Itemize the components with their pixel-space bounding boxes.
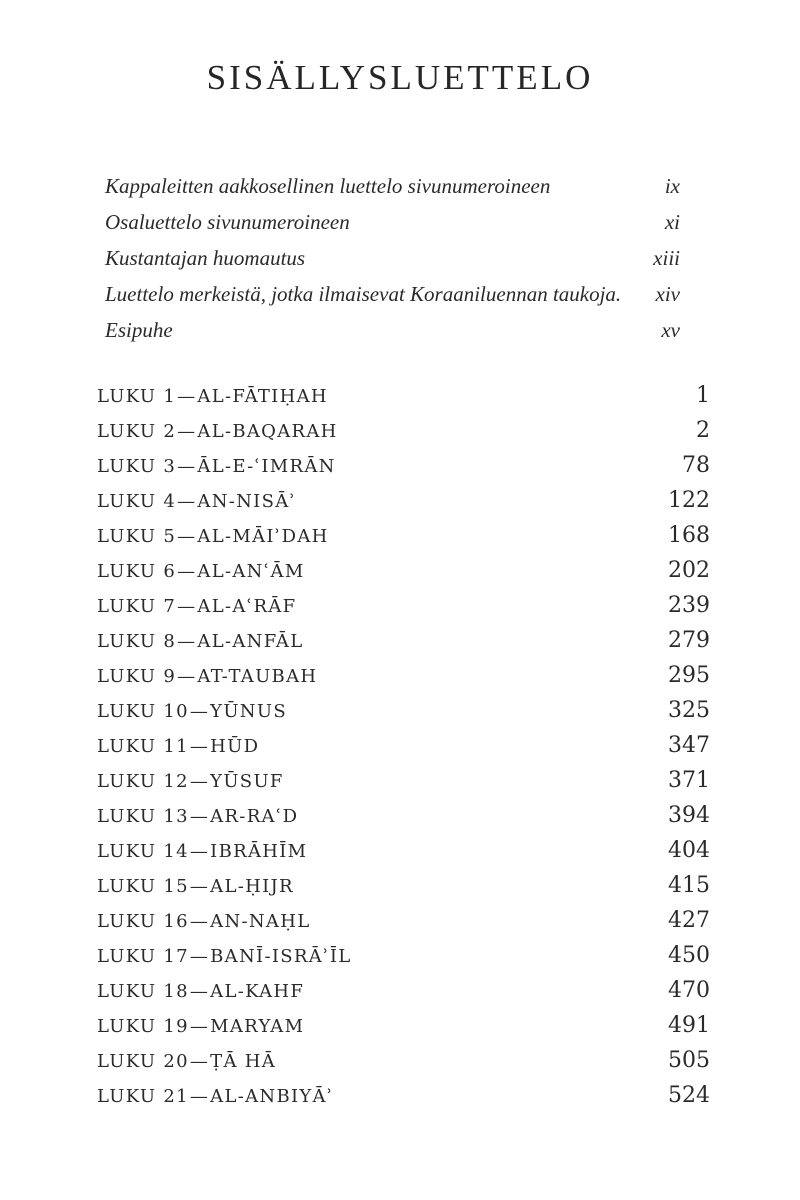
chapter-name: AL-MĀIʾDAH bbox=[197, 526, 329, 547]
chapter-label bbox=[97, 1079, 334, 1114]
chapter-label bbox=[97, 624, 303, 659]
chapter-row bbox=[97, 938, 710, 973]
em-dash: — bbox=[189, 981, 210, 1002]
front-matter-label: Kustantajan huomautus bbox=[105, 246, 306, 270]
chapter-page-number: 450 bbox=[668, 943, 710, 968]
chapter-page-number: 404 bbox=[668, 838, 710, 863]
chapter-prefix: LUKU bbox=[97, 491, 157, 512]
chapter-page-number: 202 bbox=[668, 558, 710, 583]
chapter-prefix: LUKU bbox=[97, 631, 157, 652]
chapter-row bbox=[97, 833, 710, 868]
chapter-row bbox=[97, 868, 710, 903]
chapter-name: YŪNUS bbox=[210, 701, 287, 722]
chapter-row bbox=[97, 483, 710, 518]
chapter-prefix: LUKU bbox=[97, 981, 157, 1002]
chapter-number: 12 bbox=[163, 771, 189, 792]
chapter-name: AT-TAUBAH bbox=[197, 666, 318, 687]
chapter-prefix: LUKU bbox=[97, 1086, 157, 1107]
chapter-name: AN-NAḤL bbox=[210, 911, 311, 932]
em-dash: — bbox=[177, 596, 197, 617]
em-dash: — bbox=[177, 456, 197, 477]
chapter-label bbox=[97, 659, 317, 694]
chapter-number: 14 bbox=[163, 841, 189, 862]
em-dash: — bbox=[189, 841, 210, 862]
chapter-prefix: LUKU bbox=[97, 456, 157, 477]
chapter-prefix: LUKU bbox=[97, 386, 157, 407]
chapter-row bbox=[97, 903, 710, 938]
chapter-name: BANĪ-ISRĀʾĪL bbox=[210, 946, 352, 967]
chapter-page-number: 168 bbox=[668, 523, 710, 548]
chapter-label bbox=[97, 799, 298, 834]
chapter-row bbox=[97, 588, 710, 623]
front-matter-label: Luettelo merkeistä, jotka ilmaisevat Koraaniluennan taukoja. bbox=[105, 282, 622, 306]
chapter-label bbox=[97, 1009, 304, 1044]
chapter-name: AL-FĀTIḤAH bbox=[197, 386, 328, 407]
chapter-name: AL-ANFĀL bbox=[197, 631, 304, 652]
chapter-label bbox=[97, 379, 328, 414]
chapter-number: 2 bbox=[163, 421, 177, 442]
chapter-number: 9 bbox=[163, 666, 177, 687]
chapter-row bbox=[97, 413, 710, 448]
em-dash: — bbox=[189, 1016, 210, 1037]
page-title: SISÄLLYSLUETTELO bbox=[206, 58, 594, 97]
chapter-name: ĀL-E-ʿIMRĀN bbox=[197, 456, 336, 477]
chapter-prefix: LUKU bbox=[97, 1016, 157, 1037]
chapter-name: AL-ḤIJR bbox=[210, 876, 294, 897]
chapter-number: 8 bbox=[163, 631, 177, 652]
front-matter-label: Osaluettelo sivunumeroineen bbox=[105, 210, 350, 234]
chapter-name: AL-BAQARAH bbox=[197, 421, 338, 442]
front-matter-list bbox=[105, 168, 680, 348]
chapter-row bbox=[97, 518, 710, 553]
chapter-row bbox=[97, 448, 710, 483]
chapter-row bbox=[97, 658, 710, 693]
em-dash: — bbox=[189, 806, 210, 827]
chapter-page-number: 491 bbox=[668, 1013, 710, 1038]
chapter-prefix: LUKU bbox=[97, 911, 157, 932]
chapter-number: 7 bbox=[163, 596, 177, 617]
front-matter-row bbox=[105, 204, 680, 240]
chapter-number: 1 bbox=[163, 386, 177, 407]
chapter-prefix: LUKU bbox=[97, 736, 157, 757]
chapter-name: AL-ANʿĀM bbox=[197, 561, 305, 582]
chapter-page-number: 295 bbox=[668, 663, 710, 688]
chapter-label bbox=[97, 939, 352, 974]
chapter-page-number: 505 bbox=[668, 1048, 710, 1073]
chapter-page-number: 524 bbox=[668, 1083, 710, 1108]
em-dash: — bbox=[189, 701, 210, 722]
chapter-prefix: LUKU bbox=[97, 806, 157, 827]
front-matter-row bbox=[105, 168, 680, 204]
chapter-label bbox=[97, 904, 311, 939]
chapter-label bbox=[97, 834, 307, 869]
chapter-name: YŪSUF bbox=[210, 771, 284, 792]
chapter-row bbox=[97, 973, 710, 1008]
front-matter-page-number: xiii bbox=[653, 246, 680, 270]
chapter-label bbox=[97, 729, 259, 764]
em-dash: — bbox=[177, 491, 197, 512]
chapter-prefix: LUKU bbox=[97, 421, 157, 442]
chapter-page-number: 239 bbox=[668, 593, 710, 618]
chapter-prefix: LUKU bbox=[97, 526, 157, 547]
chapter-number: 11 bbox=[163, 736, 189, 757]
chapter-label bbox=[97, 519, 329, 554]
chapter-page-number: 325 bbox=[668, 698, 710, 723]
chapter-row bbox=[97, 693, 710, 728]
em-dash: — bbox=[177, 631, 197, 652]
front-matter-page-number: ix bbox=[664, 174, 680, 198]
em-dash: — bbox=[189, 876, 210, 897]
chapter-row bbox=[97, 763, 710, 798]
chapter-name: AL-AʿRĀF bbox=[197, 596, 297, 617]
chapter-row bbox=[97, 798, 710, 833]
chapter-page-number: 470 bbox=[668, 978, 710, 1003]
chapter-number: 3 bbox=[163, 456, 177, 477]
front-matter-label: Esipuhe bbox=[105, 318, 173, 342]
chapter-page-number: 78 bbox=[682, 453, 710, 478]
chapter-label bbox=[97, 484, 296, 519]
chapter-row bbox=[97, 553, 710, 588]
chapter-number: 16 bbox=[163, 911, 189, 932]
chapter-prefix: LUKU bbox=[97, 596, 157, 617]
chapter-number: 13 bbox=[163, 806, 189, 827]
chapter-label bbox=[97, 694, 287, 729]
chapter-prefix: LUKU bbox=[97, 841, 157, 862]
chapter-label bbox=[97, 1044, 276, 1079]
chapter-page-number: 2 bbox=[696, 418, 710, 443]
chapter-page-number: 415 bbox=[668, 873, 710, 898]
em-dash: — bbox=[189, 736, 210, 757]
front-matter-row bbox=[105, 312, 680, 348]
chapter-row bbox=[97, 728, 710, 763]
chapter-page-number: 122 bbox=[668, 488, 710, 513]
em-dash: — bbox=[189, 946, 210, 967]
chapter-number: 6 bbox=[163, 561, 177, 582]
chapter-page-number: 279 bbox=[668, 628, 710, 653]
chapter-number: 18 bbox=[163, 981, 189, 1002]
chapter-prefix: LUKU bbox=[97, 561, 157, 582]
chapter-row bbox=[97, 1078, 710, 1113]
chapter-number: 21 bbox=[163, 1086, 189, 1107]
chapter-name: AR-RAʿD bbox=[210, 806, 299, 827]
chapter-row bbox=[97, 623, 710, 658]
front-matter-label: Kappaleitten aakkosellinen luettelo sivunumeroineen bbox=[105, 174, 551, 198]
chapter-number: 15 bbox=[163, 876, 189, 897]
chapter-number: 19 bbox=[163, 1016, 189, 1037]
em-dash: — bbox=[177, 666, 197, 687]
chapter-name: ṬĀ HĀ bbox=[210, 1051, 277, 1072]
chapter-name: AL-ANBIYĀʾ bbox=[210, 1086, 334, 1107]
chapter-page-number: 427 bbox=[668, 908, 710, 933]
chapter-prefix: LUKU bbox=[97, 1051, 157, 1072]
chapter-number: 5 bbox=[163, 526, 177, 547]
em-dash: — bbox=[189, 1051, 210, 1072]
chapter-name: MARYAM bbox=[210, 1016, 305, 1037]
chapter-page-number: 394 bbox=[668, 803, 710, 828]
chapter-prefix: LUKU bbox=[97, 666, 157, 687]
chapter-number: 4 bbox=[163, 491, 177, 512]
chapter-label bbox=[97, 869, 294, 904]
chapter-label bbox=[97, 589, 296, 624]
chapter-label bbox=[97, 414, 338, 449]
em-dash: — bbox=[177, 386, 197, 407]
front-matter-page-number: xiv bbox=[655, 282, 680, 306]
chapter-number: 20 bbox=[163, 1051, 189, 1072]
em-dash: — bbox=[189, 911, 210, 932]
chapter-page-number: 371 bbox=[668, 768, 710, 793]
front-matter-row bbox=[105, 240, 680, 276]
front-matter-row bbox=[105, 276, 680, 312]
chapter-name: AN-NISĀʾ bbox=[197, 491, 297, 512]
chapter-label bbox=[97, 764, 284, 799]
chapter-name: IBRĀHĪM bbox=[210, 841, 308, 862]
chapter-label bbox=[97, 449, 336, 484]
chapter-label bbox=[97, 974, 304, 1009]
chapter-row bbox=[97, 1008, 710, 1043]
chapter-list bbox=[97, 378, 710, 1113]
chapter-name: AL-KAHF bbox=[210, 981, 305, 1002]
em-dash: — bbox=[177, 526, 197, 547]
front-matter-page-number: xv bbox=[661, 318, 680, 342]
chapter-page-number: 347 bbox=[668, 733, 710, 758]
chapter-name: HŪD bbox=[210, 736, 260, 757]
em-dash: — bbox=[189, 771, 210, 792]
chapter-row bbox=[97, 1043, 710, 1078]
chapter-prefix: LUKU bbox=[97, 701, 157, 722]
chapter-prefix: LUKU bbox=[97, 876, 157, 897]
chapter-prefix: LUKU bbox=[97, 946, 157, 967]
front-matter-page-number: xi bbox=[664, 210, 680, 234]
em-dash: — bbox=[177, 421, 197, 442]
chapter-number: 10 bbox=[163, 701, 189, 722]
chapter-prefix: LUKU bbox=[97, 771, 157, 792]
chapter-row bbox=[97, 378, 710, 413]
em-dash: — bbox=[177, 561, 197, 582]
em-dash: — bbox=[189, 1086, 210, 1107]
chapter-label bbox=[97, 554, 305, 589]
chapter-number: 17 bbox=[163, 946, 189, 967]
chapter-page-number: 1 bbox=[696, 383, 710, 408]
